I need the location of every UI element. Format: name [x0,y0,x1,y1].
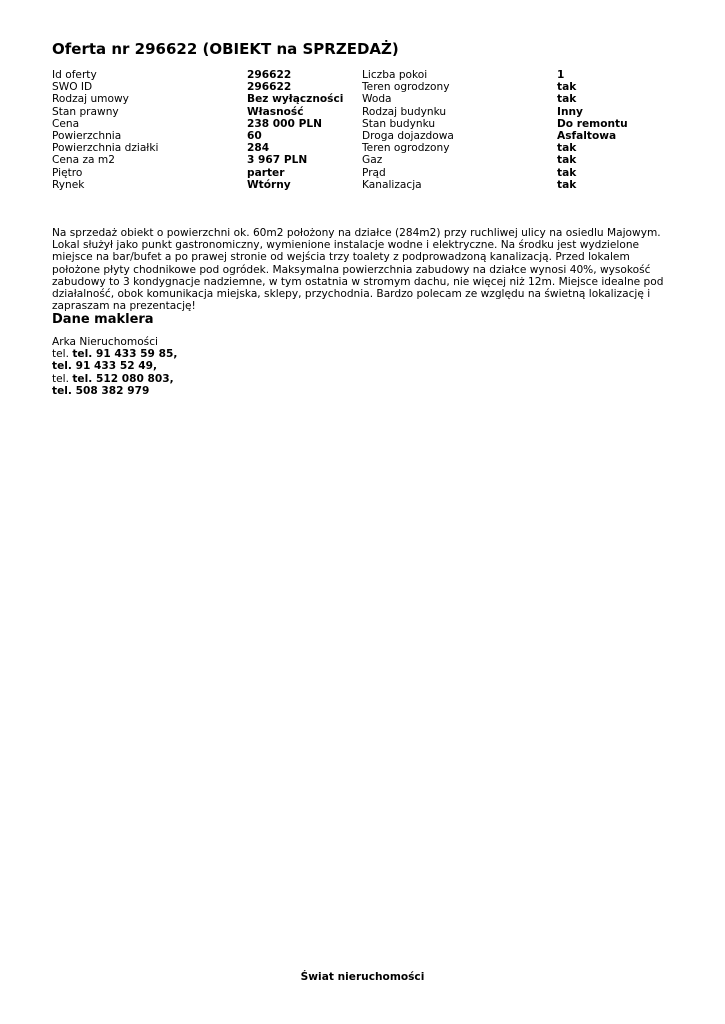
property-value: Do remontu [557,117,628,130]
property-label: Liczba pokoi [362,69,428,81]
agent-contact [52,336,177,397]
property-row [52,118,672,130]
property-value: Asfaltowa [557,129,617,142]
property-row [52,81,672,93]
property-value: 238 000 PLN [247,117,322,130]
agent-phone-line [52,373,177,385]
property-row [52,130,672,142]
property-value: tak [557,142,577,155]
property-label: Gaz [362,154,383,167]
offer-properties-table [52,69,672,191]
phone-number: tel. 512 080 803, [72,372,174,385]
property-value: Własność [247,105,304,118]
property-label: Stan prawny [52,105,119,118]
phone-number: tel. 91 433 52 49, [52,360,158,373]
phone-prefix: tel. [52,348,73,361]
property-label: Cena [52,117,80,130]
property-value: Bez wyłączności [247,93,344,106]
property-label: Prąd [362,166,386,179]
property-label: Rodzaj budynku [362,105,447,118]
property-row [52,154,672,166]
property-value: 296622 [247,81,292,94]
property-value: 284 [247,142,270,155]
property-label: Id oferty [52,69,97,81]
property-value: 296622 [247,69,292,81]
agent-phone-line [52,348,177,360]
property-row [52,69,672,81]
property-value: Inny [557,105,583,118]
property-value: parter [247,166,285,179]
property-label: SWO ID [52,81,93,94]
offer-description: Na sprzedaż obiekt o powierzchni ok. 60m2 położony na działce (284m2) przy ruchliwej ulicy na osiedlu Majowym. Lokal służył jako punkt gastronomiczny, wymienione instalacje wodne i elektryczne. Na środku jest wydzielone miejsce na bar/bufet a po prawej stronie od wejścia trzy toalety z podprowadzoną kanalizacją. Przed lokalem położone płyty chodnikowe pod ogródek. Maksymalna powierzchnia zabudowy na działce wynosi 40%, wysokość zabudowy to 3 kondygnacje nadziemne, w tym ostatnia w stromym dachu, nie więcej niż 12m. Miejsce idealne pod działalność, obok komunikacja miejska, sklepy, przychodnia. Bardzo polecam ze względu na świetną lokalizację i zapraszam na prezentację! [52,227,664,313]
property-row [52,167,672,179]
property-label: Rodzaj umowy [52,93,129,106]
phone-prefix: tel. [52,372,73,385]
property-row [52,106,672,118]
property-label: Rynek [52,178,85,191]
agent-company: Arka Nieruchomości [52,336,158,348]
page-footer: Świat nieruchomości [300,971,425,983]
property-label: Piętro [52,166,83,179]
property-value: tak [557,93,577,106]
property-value: tak [557,154,577,167]
property-label: Stan budynku [362,117,436,130]
property-value: 3 967 PLN [247,154,308,167]
property-row [52,93,672,105]
property-value: tak [557,178,577,191]
property-label: Teren ogrodzony [362,81,450,94]
property-value: 60 [247,129,262,142]
property-label: Powierzchnia [52,129,122,142]
property-label: Teren ogrodzony [362,142,450,155]
phone-number: tel. 508 382 979 [52,384,150,397]
property-row [52,142,672,154]
property-value: tak [557,166,577,179]
property-row [52,179,672,191]
property-label: Woda [362,93,392,106]
property-label: Cena za m2 [52,154,115,167]
agent-phone-line [52,385,177,397]
phone-number: tel. 91 433 59 85, [72,348,178,361]
property-value: 1 [557,69,565,81]
property-label: Kanalizacja [362,178,422,191]
agent-phone-line [52,360,177,372]
property-value: Wtórny [247,178,291,191]
property-label: Powierzchnia działki [52,142,159,155]
page-title: Oferta nr 296622 (OBIEKT na SPRZEDAŻ) [52,40,399,58]
property-value: tak [557,81,577,94]
property-label: Droga dojazdowa [362,129,454,142]
agent-heading: Dane maklera [52,312,154,327]
